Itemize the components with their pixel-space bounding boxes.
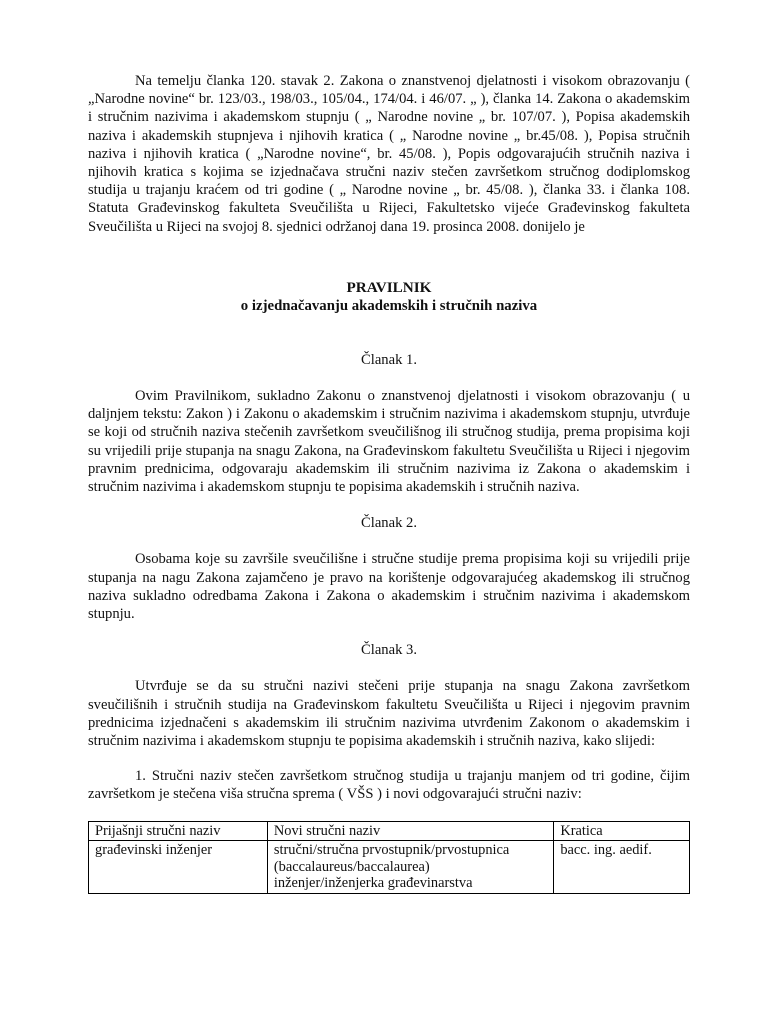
article-2-heading: Članak 2. [361,515,417,532]
new-title-line: (baccalaureus/baccalaurea) [273,858,430,875]
abbreviation-cell: bacc. ing. aedif. [554,841,690,894]
table-header-cell: Novi stručni naziv [267,821,553,841]
article-3-heading: Članak 3. [361,642,417,659]
document-subtitle: o izjednačavanju akademskih i stručnih naziva [240,297,538,314]
article-3-paragraph: Utvrđuje se da su stručni nazivi stečeni prije stupanja na snagu Zakona završetkom sveučilišnih i stručnih studija na Građevinskom fakultetu Sveučilišta u Rijeci i njegovim pravnim prednicima izjednačeni s akademskim ili stručnim nazivima utvrđenim Zakonom o akademskim i stručnim nazivima i akademskom stupnju te popisima akademskih i stručnih naziva, kako slijedi: [88,678,690,750]
new-title-line: stručni/stručna prvostupnik/prvostupnica [273,842,510,859]
previous-title-cell: građevinski inženjer [89,841,268,894]
table-header-cell: Kratica [554,821,690,841]
table-header-cell: Prijašnji stručni naziv [89,821,268,841]
preamble-paragraph: Na temelju članka 120. stavak 2. Zakona o znanstvenoj djelatnosti i visokom obrazovanju ( „Narodne novine“ br. 123/03., 198/03., 105/04., 174/04. i 46/07. „ ), članka 14. Zakona o akademskim i stručnim nazivima i akademskom stupnju ( „ Narodne novine „ br. 107/07. ), Popisa akademskih naziva i akademskih stupnjeva i njihovih kratica ( „ Narodne novine „ br.45/08. ), Popisa stručnih naziva i njihovih kratica ( „Narodne novine“, br. 45/08. ), Popis odgovarajućih stručnih naziva i njihovih kratica s kojima se izjednačava stručni naziv stečen završetkom stručnog dodiplomskog studija u trajanju kraćem od tri godine ( „ Narodne novine „ br. 45/08. ), članka 33. i članka 108. Statuta Građevinskog fakulteta Sveučilišta u Rijeci, Fakultetsko vijeće Građevinskog fakulteta Sveučilišta u Rijeci na svojoj 8. sjednici održanoj dana 19. prosinca 2008. donijelo je [88,73,690,235]
article-1-heading: Članak 1. [361,351,417,368]
article-1-paragraph: Ovim Pravilnikom, sukladno Zakonu o znanstvenoj djelatnosti i visokom obrazovanju ( u daljnjem tekstu: Zakon ) i Zakonu o akademskim i stručnim nazivima i akademskom stupnju, utvrđuje se koji od stručnih naziva stečenih završetkom sveučilišnog ili stručnog studija, prema propisima koji su vrijedili prije stupanja na snagu Zakona, na Građevinskom fakultetu Sveučilišta u Rijeci i njegovim pravnim prednicima, odgovaraju akademskim ili stručnim nazivima iz Zakona o akademskim i stručnim nazivima i akademskom stupnju te popisima akademskih i stručnih naziva. [88,388,690,496]
table-header-row [89,821,690,841]
new-title-line: inženjer/inženjerka građevinarstva [273,875,473,892]
article-3-item-1: 1. Stručni naziv stečen završetkom stručnog studija u trajanju manjem od tri godine, čijim završetkom je stečena viša stručna sprema ( VŠS ) i novi odgovarajući stručni naziv: [88,768,690,803]
document-title-block [88,278,690,316]
document-title: PRAVILNIK [346,278,432,296]
document-page [88,72,690,894]
new-title-cell [267,841,553,894]
article-2-paragraph: Osobama koje su završile sveučilišne i stručne studije prema propisima koji su vrijedili prije stupanja na nagu Zakona zajamčeno je pravo na korištenje odgovarajućeg akademskog ili stručnog naziva sukladno odredbama Zakona i Zakona o akademskim i stručnim nazivima i akademskom stupnju. [88,551,690,623]
titles-table [88,821,690,894]
table-row [89,841,690,894]
